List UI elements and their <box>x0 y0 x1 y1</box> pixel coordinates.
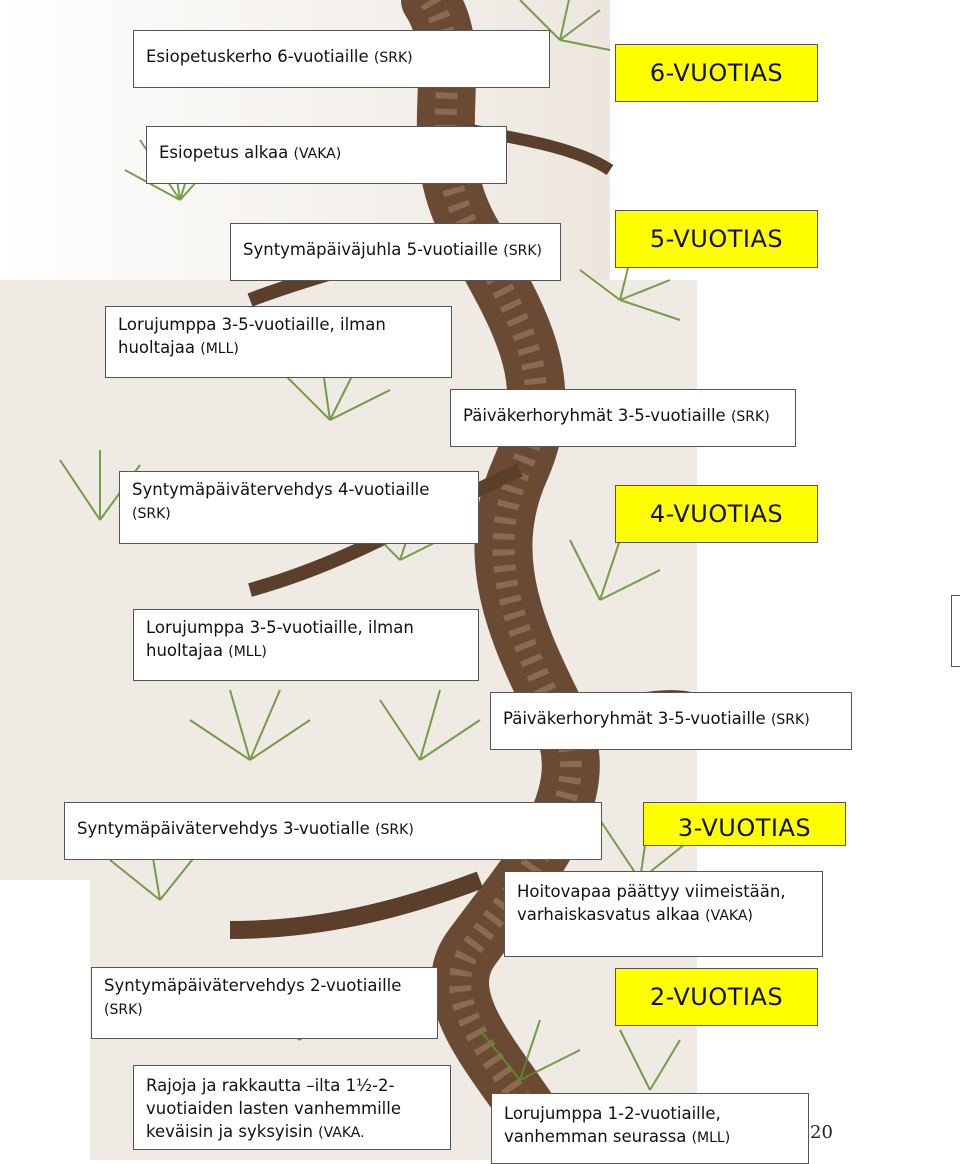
activity-source: (SRK) <box>770 712 810 728</box>
activity-paivakerho-upper <box>450 389 796 447</box>
page-number: 20 <box>810 1122 833 1143</box>
activity-source: (SRK) <box>132 506 171 523</box>
age-badge-4: 4-VUOTIAS <box>615 485 818 543</box>
activity-rajoja-ja-rakkautta <box>133 1065 451 1150</box>
activity-lorujumppa-upper <box>105 306 452 378</box>
activity-text: Esiopetus alkaa <box>159 143 289 162</box>
activity-syntymapaiva-2 <box>91 967 438 1039</box>
activity-lorujumppa-1-2 <box>491 1093 809 1164</box>
age-badge-6: 6-VUOTIAS <box>615 44 818 102</box>
activity-text: Syntymäpäivätervehdys 2-vuotiaille <box>104 976 402 995</box>
activity-text: Syntymäpäivätervehdys 3-vuotialle <box>77 819 370 838</box>
activity-source: (SRK) <box>375 822 414 838</box>
activity-text: Lorujumppa 3-5-vuotiaille, ilman huoltajaa <box>118 315 386 358</box>
activity-hoitovapaa <box>504 871 823 957</box>
age-badge-5: 5-VUOTIAS <box>615 210 818 268</box>
activity-paivakerho-lower <box>490 692 852 750</box>
activity-source: (SRK) <box>373 50 413 66</box>
activity-source: (SRK) <box>730 409 770 425</box>
activity-text: Päiväkerhoryhmät 3-5-vuotiaille <box>503 709 766 728</box>
activity-text: Syntymäpäivätervehdys 4-vuotiaille <box>132 480 430 499</box>
activity-syntymapaiva-4 <box>119 471 479 544</box>
age-badge-3: 3-VUOTIAS <box>643 802 846 846</box>
activity-text: Syntymäpäiväjuhla 5-vuotiaille <box>243 240 498 259</box>
activity-text: Hoitovapaa päättyy viimeistään, varhaiskasvatus alkaa <box>517 882 786 925</box>
activity-source: (MLL) <box>200 341 239 358</box>
activity-source: (MLL) <box>228 644 267 661</box>
activity-text: Rajoja ja rakkautta –ilta 1½-2-vuotiaiden lasten vanhemmille keväisin ja syksyisin <box>146 1076 402 1142</box>
activity-source: (VAKA) <box>705 908 753 925</box>
activity-text: Lorujumppa 1-2-vuotiaille, vanhemman seurassa <box>504 1104 721 1147</box>
activity-text: Päiväkerhoryhmät 3-5-vuotiaille <box>463 406 726 425</box>
activity-esiopetuskerho <box>133 30 550 88</box>
offpage-box-edge <box>951 595 960 667</box>
activity-esiopetus-alkaa <box>146 126 507 184</box>
activity-source: (SRK) <box>104 1002 143 1019</box>
activity-text: Lorujumppa 3-5-vuotiaille, ilman huoltajaa <box>146 618 414 661</box>
activity-syntymapaivajuhla-5 <box>230 223 561 281</box>
activity-syntymapaiva-3 <box>64 802 602 860</box>
activity-text: Esiopetuskerho 6-vuotiaille <box>146 47 369 66</box>
activity-source: (SRK) <box>503 243 542 259</box>
activity-lorujumppa-lower <box>133 609 479 681</box>
age-badge-2: 2-VUOTIAS <box>615 968 818 1026</box>
activity-source: (VAKA. <box>318 1125 365 1142</box>
activity-source: (MLL) <box>691 1130 731 1147</box>
activity-source: (VAKA) <box>293 146 342 162</box>
